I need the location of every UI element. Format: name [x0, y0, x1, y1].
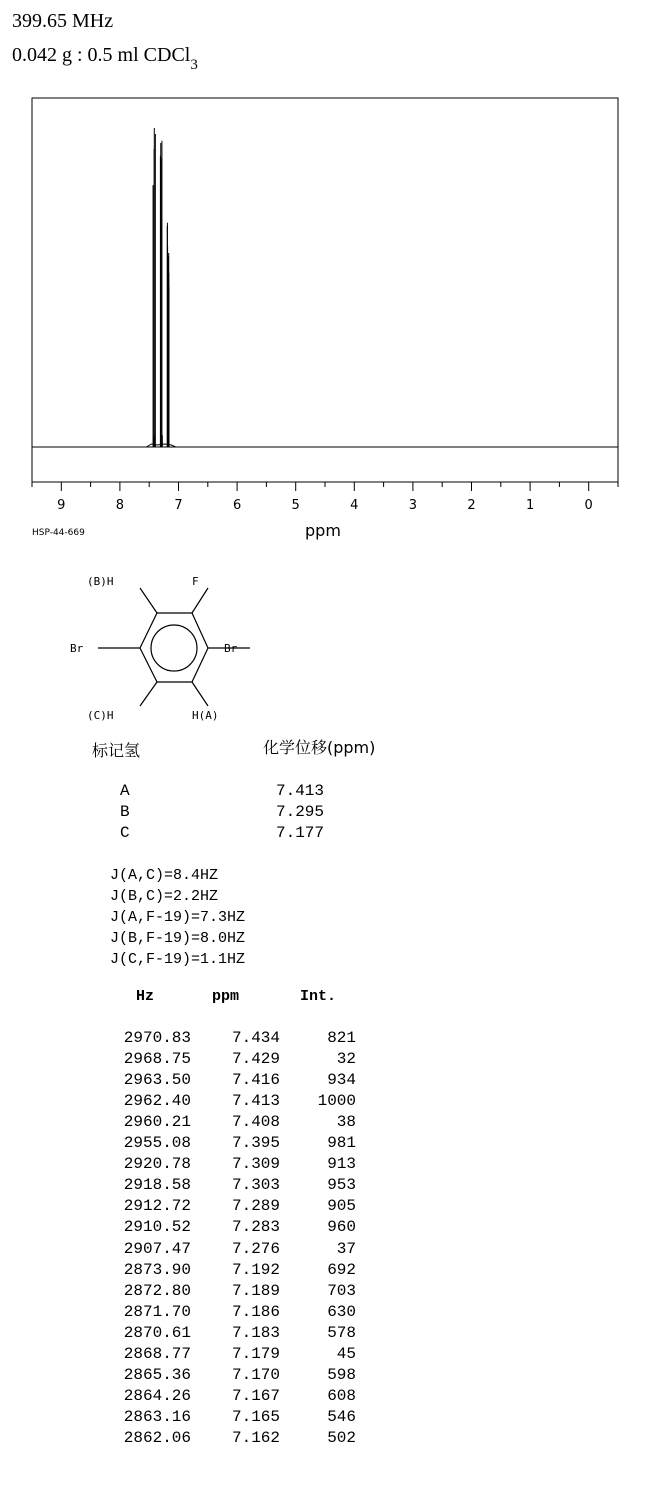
- assignment-header-shift: 化学位移(ppm): [263, 738, 376, 757]
- peak-table-cell-ppm: 7.165: [231, 1408, 280, 1426]
- peak-table-cell-hz: 2868.77: [123, 1345, 191, 1363]
- peak-table-cell-hz: 2970.83: [123, 1029, 191, 1047]
- peak-table-cell-hz: 2912.72: [123, 1197, 191, 1215]
- peak-table-cell-ppm: 7.183: [231, 1324, 280, 1342]
- nmr-spectrum-chart: [0, 90, 652, 510]
- peak-table-cell-hz: 2862.06: [123, 1429, 191, 1447]
- assignment-label: B: [120, 803, 130, 821]
- assignment-header-label: 标记氢: [92, 741, 141, 760]
- peak-table-cell-int: 934: [327, 1071, 356, 1089]
- peak-table-cell-hz: 2907.47: [123, 1240, 191, 1258]
- peak-table-cell-hz: 2871.70: [123, 1303, 191, 1321]
- assignment-label: A: [120, 782, 130, 800]
- peak-table-cell-int: 960: [327, 1218, 356, 1236]
- atom-label-ch: (C)H: [87, 709, 114, 722]
- x-tick-label: 4: [350, 498, 359, 510]
- peak-table-cell-hz: 2963.50: [123, 1071, 191, 1089]
- peak-table-cell-int: 38: [336, 1113, 356, 1131]
- peak-table-cell-hz: 2864.26: [123, 1387, 191, 1405]
- spectrum-code: HSP-44-669: [32, 528, 85, 538]
- peak-table-cell-ppm: 7.167: [231, 1387, 280, 1405]
- peak-table-cell-int: 630: [327, 1303, 356, 1321]
- peak-table-cell-int: 598: [327, 1366, 356, 1384]
- concentration-main: 0.042 g : 0.5 ml CDCl: [12, 44, 191, 66]
- coupling-constant: J(C,F-19)=1.1HZ: [110, 951, 246, 968]
- molecule-structure: [60, 566, 260, 731]
- peak-table-cell-hz: 2910.52: [123, 1218, 191, 1236]
- assignment-shift: 7.177: [276, 824, 325, 842]
- peak-table-header-hz: Hz: [136, 988, 155, 1005]
- peak-table-cell-hz: 2962.40: [123, 1092, 191, 1110]
- peak-table-header-ppm: ppm: [212, 988, 240, 1005]
- peak-table-cell-int: 578: [327, 1324, 356, 1342]
- peak-table-cell-int: 1000: [317, 1092, 356, 1110]
- bond-hb: [140, 588, 157, 613]
- coupling-constant: J(B,C)=2.2HZ: [110, 888, 219, 905]
- peak-table-cell-ppm: 7.276: [231, 1240, 280, 1258]
- x-tick-label: 9: [57, 498, 66, 510]
- peak-table-cell-hz: 2955.08: [123, 1134, 191, 1152]
- peak-table-cell-int: 953: [327, 1176, 356, 1194]
- assignment-label: C: [120, 824, 130, 842]
- peak-table-cell-ppm: 7.186: [231, 1303, 280, 1321]
- peak-table-cell-hz: 2920.78: [123, 1155, 191, 1173]
- peak-table-cell-ppm: 7.429: [231, 1050, 280, 1068]
- atom-label-f: F: [192, 575, 199, 588]
- peak-table-cell-ppm: 7.408: [231, 1113, 280, 1131]
- peak-table-cell-hz: 2960.21: [123, 1113, 191, 1131]
- peak-table-cell-ppm: 7.395: [231, 1134, 280, 1152]
- peak-table-cell-int: 913: [327, 1155, 356, 1173]
- coupling-constant: J(A,C)=8.4HZ: [110, 867, 219, 884]
- benzene-ring: [140, 613, 208, 682]
- peak-table-cell-ppm: 7.189: [231, 1282, 280, 1300]
- assignment-shift: 7.413: [276, 782, 325, 800]
- aromatic-circle: [151, 625, 197, 671]
- x-tick-label: 1: [525, 498, 535, 510]
- spectrometer-frequency: 399.65 MHz: [12, 10, 114, 32]
- x-tick-label: 0: [584, 498, 593, 510]
- peak-table-cell-hz: 2863.16: [123, 1408, 191, 1426]
- x-axis-ticks: [32, 482, 618, 510]
- x-axis-label: ppm: [305, 521, 341, 540]
- atom-label-bh: (B)H: [87, 575, 114, 588]
- sample-concentration: [12, 44, 198, 73]
- peak-table-cell-int: 546: [327, 1408, 356, 1426]
- peak-table-cell-hz: 2918.58: [123, 1176, 191, 1194]
- plot-frame: [32, 98, 618, 482]
- peak-table-cell-hz: 2968.75: [123, 1050, 191, 1068]
- peak-table-cell-int: 45: [336, 1345, 356, 1363]
- peak-table-cell-ppm: 7.434: [231, 1029, 280, 1047]
- peak-table-cell-hz: 2865.36: [123, 1366, 191, 1384]
- x-tick-label: 5: [291, 498, 300, 510]
- peak-table-cell-int: 502: [327, 1429, 356, 1447]
- peak-table-cell-hz: 2870.61: [123, 1324, 191, 1342]
- peak-table-cell-int: 32: [336, 1050, 356, 1068]
- peak-table-cell-hz: 2872.80: [123, 1282, 191, 1300]
- peak-table-cell-ppm: 7.179: [231, 1345, 280, 1363]
- atom-label-br-left: Br: [70, 642, 84, 655]
- peak-table-cell-ppm: 7.289: [231, 1197, 280, 1215]
- coupling-constant: J(B,F-19)=8.0HZ: [110, 930, 246, 947]
- concentration-subscript: 3: [190, 57, 198, 73]
- coupling-constant: J(A,F-19)=7.3HZ: [110, 909, 246, 926]
- peak-table-cell-int: 608: [327, 1387, 356, 1405]
- peak-table-cell-int: 905: [327, 1197, 356, 1215]
- x-tick-label: 7: [174, 498, 183, 510]
- peak-table-cell-ppm: 7.283: [231, 1218, 280, 1236]
- peak-table-cell-int: 692: [327, 1261, 356, 1279]
- x-tick-label: 8: [115, 498, 125, 510]
- peak-table-cell-int: 703: [327, 1282, 356, 1300]
- x-tick-label: 3: [408, 498, 418, 510]
- spectrum-peaks: [146, 128, 175, 447]
- x-tick-label: 2: [467, 498, 476, 510]
- peak-table-cell-ppm: 7.309: [231, 1155, 280, 1173]
- peak-table-cell-ppm: 7.192: [231, 1261, 280, 1279]
- peak-table-header-int: Int.: [300, 988, 337, 1005]
- peak-table-cell-ppm: 7.170: [231, 1366, 280, 1384]
- peak-table-cell-ppm: 7.303: [231, 1176, 280, 1194]
- peak-table-cell-hz: 2873.90: [123, 1261, 191, 1279]
- bond-hc: [140, 682, 157, 706]
- x-tick-label: 6: [232, 498, 242, 510]
- peak-table-cell-int: 981: [327, 1134, 356, 1152]
- bond-f: [192, 588, 208, 613]
- peak-table-cell-ppm: 7.413: [231, 1092, 280, 1110]
- atom-label-br-right: Br: [224, 642, 238, 655]
- peak-table-cell-ppm: 7.416: [231, 1071, 280, 1089]
- atom-label-ha: H(A): [192, 709, 219, 722]
- bond-ha: [192, 682, 208, 706]
- peak-table-cell-int: 821: [327, 1029, 356, 1047]
- peak-table-cell-ppm: 7.162: [231, 1429, 280, 1447]
- peak-table-cell-int: 37: [336, 1240, 356, 1258]
- assignment-shift: 7.295: [276, 803, 325, 821]
